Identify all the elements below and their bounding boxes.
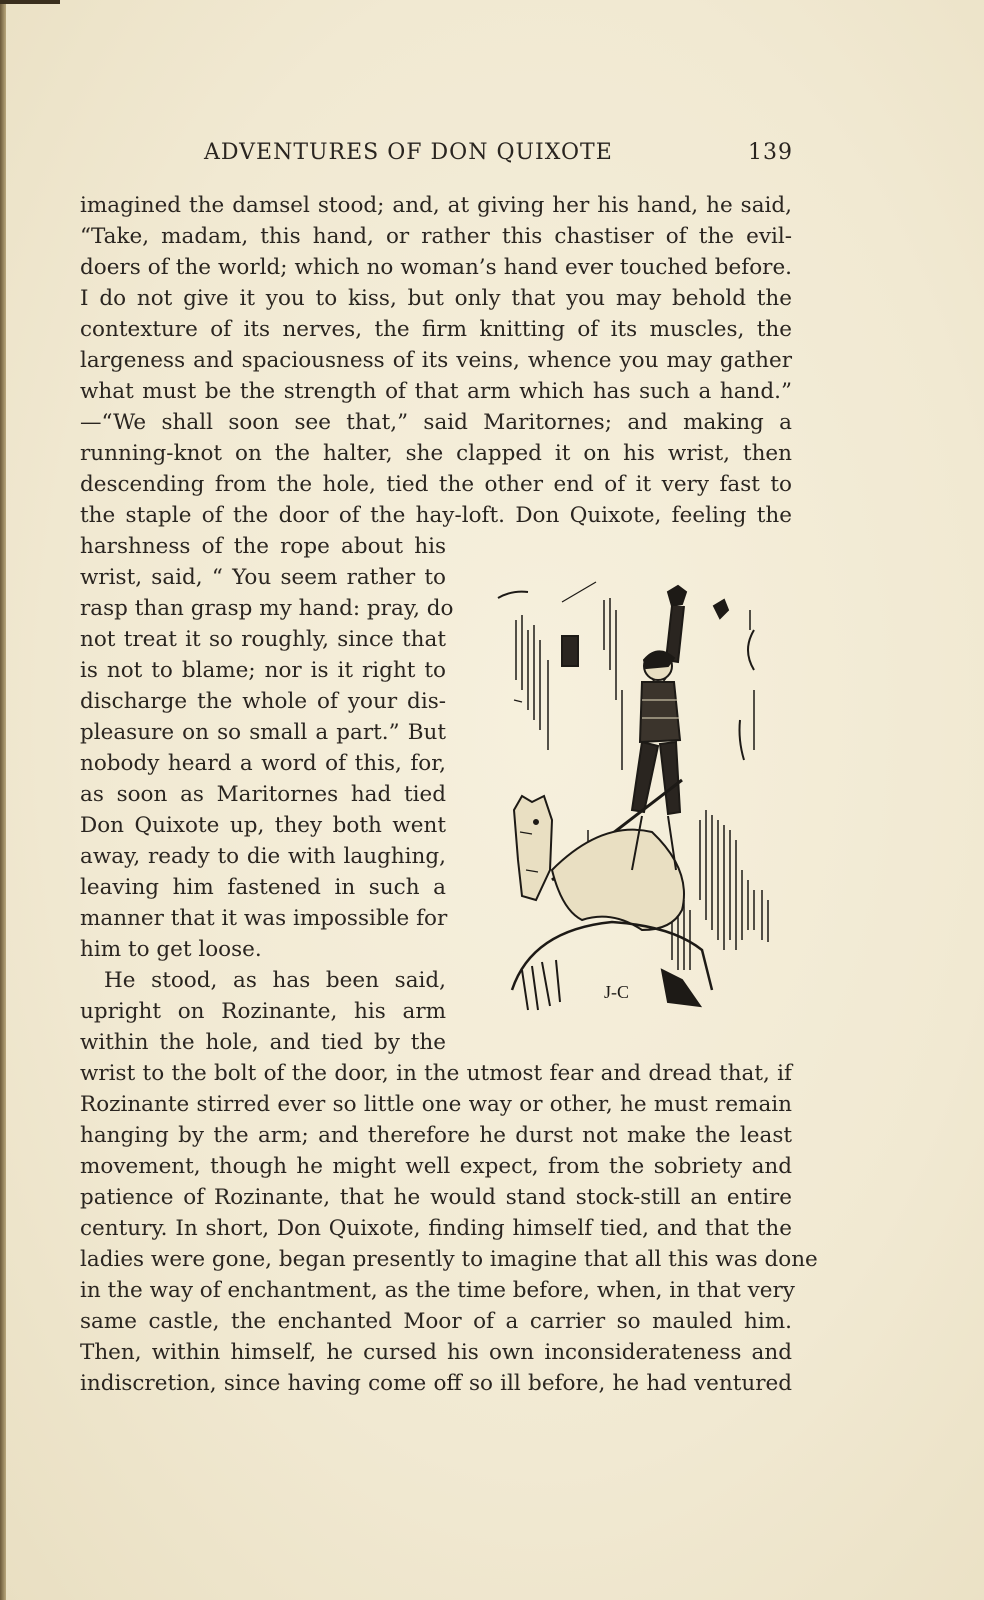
engraving-don-quixote-standing-on-rozinante-icon — [492, 570, 782, 1020]
running-title: ADVENTURES OF DON QUIXOTE — [204, 140, 613, 165]
text-line: imagined the damsel stood; and, at giving her his hand, he said, — [80, 193, 792, 218]
page-number: 139 — [748, 140, 793, 165]
text-line: largeness and spaciousness of its veins, whence you may gather — [80, 348, 792, 373]
text-line: doers of the world; which no woman’s hand ever touched before. — [80, 255, 792, 280]
text-line: what must be the strength of that arm which has such a hand.” — [80, 379, 792, 404]
text-line: discharge the whole of your dis- — [80, 689, 446, 714]
text-line: Rozinante stirred ever so little one way or other, he must remain — [80, 1092, 792, 1117]
text-line: indiscretion, since having come off so ill before, he had ventured — [80, 1371, 792, 1396]
text-line: hanging by the arm; and therefore he durst not make the least — [80, 1123, 792, 1148]
text-line: nobody heard a word of this, for, — [80, 751, 446, 776]
illustration-signature: J-C — [604, 982, 630, 1002]
text-line: descending from the hole, tied the other end of it very fast to — [80, 472, 792, 497]
text-line: wrist to the bolt of the door, in the utmost fear and dread that, if — [80, 1061, 792, 1086]
text-line: in the way of enchantment, as the time before, when, in that very — [80, 1278, 795, 1303]
page-binding-edge — [0, 0, 6, 1600]
text-line: “Take, madam, this hand, or rather this chastiser of the evil- — [80, 224, 792, 249]
text-line: manner that it was impossible for — [80, 906, 448, 931]
text-line: same castle, the enchanted Moor of a carrier so mauled him. — [80, 1309, 792, 1334]
illustration-engraving — [492, 570, 782, 1020]
text-line: upright on Rozinante, his arm — [80, 999, 446, 1024]
text-line: running-knot on the halter, she clapped it on his wrist, then — [80, 441, 792, 466]
text-line: —“We shall soon see that,” said Maritornes; and making a — [80, 410, 792, 435]
text-line: him to get loose. — [80, 937, 262, 962]
page-header — [80, 140, 800, 174]
text-line: leaving him fastened in such a — [80, 875, 446, 900]
text-line: Then, within himself, he cursed his own inconsiderateness and — [80, 1340, 792, 1365]
text-line: not treat it so roughly, since that — [80, 627, 446, 652]
text-line: the staple of the door of the hay-loft. Don Quixote, feeling the — [80, 503, 792, 528]
text-line: rasp than grasp my hand: pray, do — [80, 596, 454, 621]
page-corner-mark — [0, 0, 60, 4]
text-line: contexture of its nerves, the firm knitting of its muscles, the — [80, 317, 792, 342]
text-line: I do not give it you to kiss, but only that you may behold the — [80, 286, 792, 311]
text-line: He stood, as has been said, — [104, 968, 446, 993]
text-block-top — [80, 190, 792, 531]
text-line: Don Quixote up, they both went — [80, 813, 446, 838]
text-line: century. In short, Don Quixote, finding himself tied, and that the — [80, 1216, 792, 1241]
text-line: pleasure on so small a part.” But — [80, 720, 446, 745]
text-line: is not to blame; nor is it right to — [80, 658, 446, 683]
text-line: harshness of the rope about his — [80, 534, 446, 559]
text-line: within the hole, and tied by the — [80, 1030, 446, 1055]
text-line: ladies were gone, began presently to imagine that all this was done — [80, 1247, 818, 1272]
text-line: away, ready to die with laughing, — [80, 844, 446, 869]
text-block-bottom — [80, 1058, 818, 1399]
text-line: wrist, said, “ You seem rather to — [80, 565, 446, 590]
text-line: patience of Rozinante, that he would stand stock-still an entire — [80, 1185, 792, 1210]
text-line: movement, though he might well expect, from the sobriety and — [80, 1154, 792, 1179]
text-block-beside-illustration — [80, 531, 454, 1058]
text-line: as soon as Maritornes had tied — [80, 782, 446, 807]
